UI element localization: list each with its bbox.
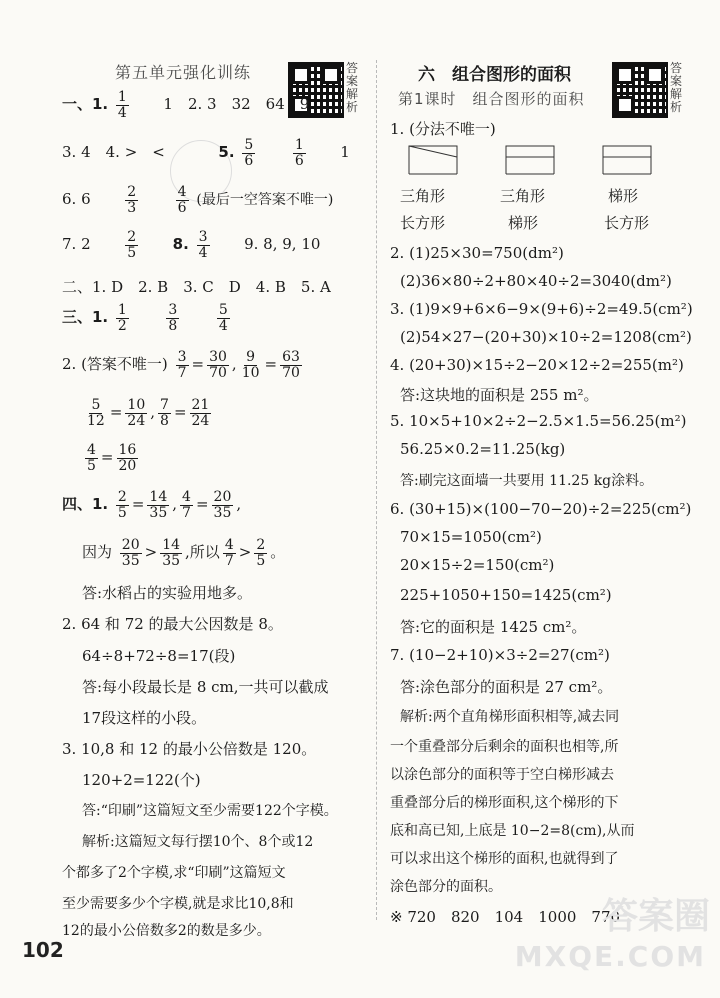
- fraction: $\frac{10}{24}$: [127, 397, 146, 429]
- fraction: $\frac{21}{24}$: [191, 397, 210, 429]
- answer-line: 20×15÷2=150(cm²): [400, 556, 555, 574]
- analysis-line: 重叠部分后的梯形面积,这个梯形的下: [390, 795, 619, 811]
- qr-code-icon[interactable]: [612, 62, 668, 118]
- analysis-line: 以涂色部分的面积等于空白梯形减去: [390, 767, 614, 783]
- shape-label: 三角形: [400, 187, 446, 205]
- fraction: $\frac{5}{4}$: [218, 302, 228, 334]
- analysis-line: 涂色部分的面积。: [390, 879, 502, 895]
- answer-line: 70×15=1050(cm²): [400, 528, 542, 546]
- answer-line: [62, 230, 320, 260]
- shape-label: 长方形: [604, 214, 650, 232]
- qr-label: 答案解析: [346, 61, 359, 114]
- line-text: 三、1.: [62, 308, 109, 327]
- fraction: $\frac{4}{7}$: [224, 537, 234, 569]
- answer-line: [62, 90, 309, 120]
- section-header: 第五单元强化训练: [115, 63, 252, 82]
- fraction: $\frac{2}{5}$: [117, 489, 127, 521]
- fraction: $\frac{1}{2}$: [117, 302, 127, 334]
- page-number: 102: [22, 938, 64, 962]
- answer-line: 6. (30+15)×(100−70−20)÷2=225(cm²): [390, 500, 692, 518]
- split-shape-diagram: [505, 145, 555, 175]
- answer-line: 二、1. D 2. B 3. C D 4. B 5. A: [62, 278, 331, 296]
- fraction: $\frac{4}{7}$: [182, 489, 191, 521]
- answer-line: 3. (1)9×9+6×6−9×(9+6)÷2=49.5(cm²): [390, 300, 693, 318]
- analysis-line: 解析:这篇短文每行摆10个、8个或12: [82, 834, 314, 850]
- analysis-line: 至少需要多少个字模,就是求比10,8和: [62, 896, 294, 912]
- answer-line: 四、1. $\frac{2}{5}$ = $\frac{14}{35}$ , $\frac{4}{7}$ = $\frac{20}{35}$ ,: [62, 489, 242, 521]
- fraction: $\frac{2}{5}$: [256, 537, 266, 569]
- fraction: $\frac{3}{7}$: [177, 349, 187, 381]
- line-text: 1 2. 3 32 64 9: [163, 95, 310, 114]
- fraction: $\frac{4}{6}$: [177, 184, 187, 216]
- line-text: 8.: [172, 235, 189, 254]
- answer-line: 17段这样的小段。: [82, 709, 207, 727]
- answer-line: 5. 10×5+10×2÷2−2.5×1.5=56.25(m²): [390, 412, 687, 430]
- line-text: 9. 8, 9, 10: [244, 235, 321, 254]
- watermark-logo: 答案圈: [601, 896, 710, 937]
- fraction: $\frac{20}{35}$: [121, 537, 140, 569]
- line-text: 3. 4 4. > <: [62, 143, 165, 162]
- answer-line: 答:水稻占的实验用地多。: [82, 584, 253, 602]
- fraction: $\frac{3}{8}$: [168, 302, 178, 334]
- answer-line: 56.25×0.2=11.25(kg): [400, 440, 566, 458]
- answer-line: 答:刷完这面墙一共要用 11.25 kg涂料。: [400, 473, 654, 489]
- answer-line: 4. (20+30)×15÷2−20×12÷2=255(m²): [390, 356, 684, 374]
- answer-line: 64÷8+72÷8=17(段): [82, 647, 236, 665]
- fraction: $\frac{5}{6}$: [244, 137, 254, 169]
- line-text: 7. 2: [62, 235, 91, 254]
- fraction: $\frac{2}{5}$: [127, 229, 137, 261]
- answer-line: [62, 303, 233, 333]
- qr-label: 答案解析: [670, 61, 683, 114]
- fraction: $\frac{5}{12}$: [87, 397, 105, 429]
- fraction: $\frac{14}{35}$: [149, 489, 168, 521]
- line-text: 一、1.: [62, 95, 109, 114]
- answer-line: 答:“印刷”这篇短文至少需要122个字模。: [82, 803, 338, 819]
- answer-line: 225+1050+150=1425(cm²): [400, 586, 612, 604]
- answer-line: (2)54×27−(20+30)×10÷2=1208(cm²): [400, 328, 692, 346]
- answer-line: 答:每小段最长是 8 cm,一共可以截成: [82, 678, 329, 696]
- shape-label: 三角形: [500, 187, 546, 205]
- fraction: $\frac{2}{3}$: [127, 184, 137, 216]
- analysis-line: 解析:两个直角梯形面积相等,减去同: [400, 709, 620, 725]
- analysis-line: 个都多了2个字模,求“印刷”这篇短文: [62, 865, 286, 881]
- fraction: $\frac{63}{70}$: [282, 349, 300, 381]
- split-shape-diagram: [408, 145, 458, 175]
- answer-line: 2. (答案不唯一) $\frac{3}{7}$ = $\frac{30}{70}$ , $\frac{9}{10}$ = $\frac{63}{70}$: [62, 349, 300, 381]
- answer-line: 答:它的面积是 1425 cm²。: [400, 618, 587, 636]
- answer-line: ※ 720 820 104 1000 770: [390, 908, 621, 926]
- line-text: 四、1.: [62, 495, 109, 514]
- analysis-line: 底和高已知,上底是 10−2=8(cm),从而: [390, 823, 635, 839]
- analysis-line: 12的最小公倍数多2的数是多少。: [62, 923, 271, 939]
- answer-line: 答:这块地的面积是 255 m²。: [400, 386, 599, 404]
- fraction: $\frac{14}{35}$: [162, 537, 181, 569]
- chapter-title: 六 组合图形的面积: [418, 65, 571, 85]
- answer-line: 2. 64 和 72 的最大公因数是 8。: [62, 615, 283, 633]
- fraction: $\frac{7}{8}$: [160, 397, 169, 429]
- answer-line: 7. (10−2+10)×3÷2=27(cm²): [390, 646, 610, 664]
- line-text: 5.: [218, 143, 235, 162]
- column-divider: [376, 60, 378, 920]
- fraction: $\frac{16}{20}$: [118, 442, 137, 474]
- line-text: ,所以: [185, 543, 220, 562]
- fraction: $\frac{9}{10}$: [241, 349, 260, 381]
- answer-line: 因为 $\frac{20}{35}$ > $\frac{14}{35}$ ,所以 $\frac{4}{7}$ > $\frac{2}{5}$ 。: [82, 537, 286, 569]
- fraction: $\frac{4}{5}$: [87, 442, 96, 474]
- watermark-url: MXQE.COM: [514, 940, 706, 973]
- line-text: 2. (答案不唯一): [62, 355, 168, 374]
- answer-line: $\frac{4}{5}$ = $\frac{16}{20}$: [87, 442, 137, 474]
- analysis-line: 一个重叠部分后剩余的面积也相等,所: [390, 739, 619, 755]
- fraction: $\frac{3}{4}$: [198, 229, 208, 261]
- answer-line: 120+2=122(个): [82, 771, 201, 789]
- answer-line: 答:涂色部分的面积是 27 cm²。: [400, 678, 613, 696]
- fraction: $\frac{1}{6}$: [294, 137, 304, 169]
- split-shape-diagram: [602, 145, 652, 175]
- fraction: $\frac{20}{35}$: [213, 489, 232, 521]
- fraction: $\frac{1}{4}$: [117, 89, 127, 121]
- line-text: 6. 6: [62, 190, 91, 209]
- answer-line: (2)36×80÷2+80×40÷2=3040(dm²): [400, 272, 672, 290]
- fraction: $\frac{30}{70}$: [209, 349, 227, 381]
- shape-label: 长方形: [400, 214, 446, 232]
- answer-line: [62, 138, 350, 168]
- answer-line: [62, 185, 333, 215]
- line-text: 因为: [82, 543, 113, 562]
- answer-line: 3. 10,8 和 12 的最小公倍数是 120。: [62, 740, 317, 758]
- shape-label: 梯形: [608, 187, 639, 205]
- analysis-line: 可以求出这个梯形的面积,也就得到了: [390, 851, 619, 867]
- line-text: 1: [340, 143, 350, 162]
- lesson-title: 第1课时 组合图形的面积: [398, 90, 585, 108]
- answer-line: 1. (分法不唯一): [390, 120, 496, 138]
- shape-label: 梯形: [508, 214, 539, 232]
- answer-line: $\frac{5}{12}$ = $\frac{10}{24}$ , $\frac{7}{8}$ = $\frac{21}{24}$: [87, 397, 210, 429]
- answer-line: 2. (1)25×30=750(dm²): [390, 244, 564, 262]
- line-text: (最后一空答案不唯一): [196, 192, 334, 209]
